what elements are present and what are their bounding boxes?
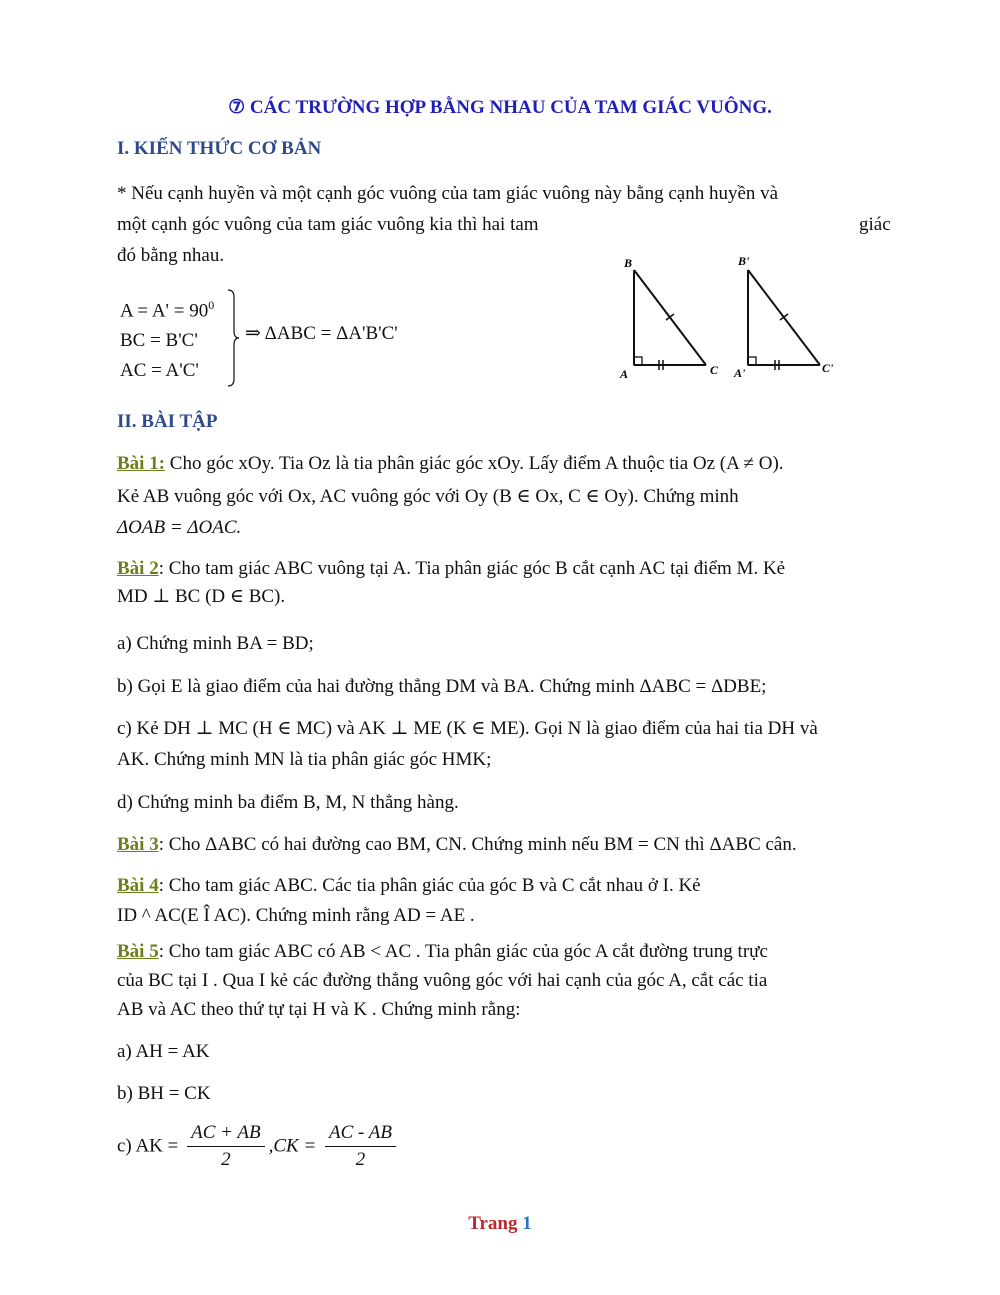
curly-brace-icon <box>226 289 240 387</box>
exercise-5: Bài 5: Cho tam giác ABC có AB < AC . Tia phân giác của góc A cắt đường trung trực của BC tại I . Qua I kẻ các đường thẳng vuông góc với hai cạnh của góc A, cắt các tia AB và AC theo thứ tự tại H và K . Chứng minh rằng: <box>117 941 768 1020</box>
congruence-conclusion: ⇒ ΔABC = ΔA'B'C' <box>245 323 398 344</box>
exercise-3-label: Bài 3 <box>117 834 159 855</box>
page-footer <box>0 1213 1000 1235</box>
page-word: Trang <box>468 1213 518 1234</box>
exercise-2-label: Bài 2 <box>117 558 159 579</box>
triangle-abc <box>634 270 706 370</box>
fraction-ak: $\frac{AC + AB}{2}$ <box>187 1120 264 1173</box>
exercise-2: Bài 2: Cho tam giác ABC vuông tại A. Tia phân giác góc B cắt cạnh AC tại điểm M. Kẻ MD ⊥ BC (D ∈ BC). <box>117 558 786 607</box>
exercise-2c: c) Kẻ DH ⊥ MC (H ∈ MC) và AK ⊥ ME (K ∈ ME). Gọi N là giao điểm của hai tia DH và AK. Chứng minh MN là tia phân giác góc HMK; <box>117 718 818 770</box>
vertex-label-b: B <box>624 256 633 270</box>
fraction-ck: $\frac{AC - AB}{2}$ <box>325 1120 396 1173</box>
vertex-label-a: A <box>620 367 629 381</box>
exercise-4-label: Bài 4 <box>117 875 159 896</box>
exercise-2d: d) Chứng minh ba điểm B, M, N thẳng hàng. <box>117 792 459 813</box>
section-heading-theory: I. KIẾN THỨC CƠ BẢN <box>117 138 322 159</box>
page-number: 1 <box>522 1213 532 1234</box>
vertex-label-b-prime: B' <box>738 254 750 268</box>
condition-angle: $A = A' = 90^0$ <box>120 298 215 322</box>
theory-line-1: * Nếu cạnh huyền và một cạnh góc vuông của tam giác vuông này bằng cạnh huyền và <box>117 183 779 204</box>
section-heading-exercises: II. BÀI TẬP <box>117 411 218 432</box>
exercise-2a: a) Chứng minh BA = BD; <box>117 633 314 654</box>
exercise-2b: b) Gọi E là giao điểm của hai đường thẳng DM và BA. Chứng minh ΔABC = ΔDBE; <box>117 676 767 697</box>
theory-line-2: một cạnh góc vuông của tam giác vuông kia thì hai tam giác <box>117 214 891 235</box>
exercise-3: Bài 3: Cho ΔABC có hai đường cao BM, CN. Chứng minh nếu BM = CN thì ΔABC cân. <box>117 834 797 855</box>
right-triangles-figure <box>610 250 850 382</box>
condition-hypotenuse: BC = B'C' <box>120 330 198 352</box>
condition-leg: AC = A'C' <box>120 360 199 382</box>
page-title: ⑦ CÁC TRƯỜNG HỢP BẰNG NHAU CỦA TAM GIÁC VUÔNG. <box>228 97 772 118</box>
exercise-4: Bài 4: Cho tam giác ABC. Các tia phân giác của góc B và C cắt nhau ở I. Kẻ ID ^ AC(E Î AC). Chứng minh rằng AD = AE . <box>117 875 701 926</box>
exercise-1-label: Bài 1: <box>117 453 166 474</box>
exercise-5-label: Bài 5 <box>117 941 159 962</box>
theory-line-3: đó bằng nhau. <box>117 245 225 266</box>
vertex-label-c: C <box>710 363 719 377</box>
triangle-abc-prime <box>748 270 820 370</box>
vertex-label-a-prime: A' <box>734 366 746 380</box>
exercise-5a: a) AH = AK <box>117 1041 210 1062</box>
exercise-5c: c) AK = $\frac{AC + AB}{2}$ ,CK = $\frac{AC - AB}{2}$ <box>117 1120 907 1173</box>
vertex-label-c-prime: C' <box>822 361 834 375</box>
condition-system <box>120 290 214 386</box>
exercise-5b: b) BH = CK <box>117 1083 211 1104</box>
exercise-1: Bài 1: Cho góc xOy. Tia Oz là tia phân giác góc xOy. Lấy điểm A thuộc tia Oz (A ≠ O). Kẻ AB vuông góc với Ox, AC vuông góc với Oy (B ∈ Ox, C ∈ Oy). Chứng minh ΔOAB = ΔOAC. <box>117 453 784 538</box>
